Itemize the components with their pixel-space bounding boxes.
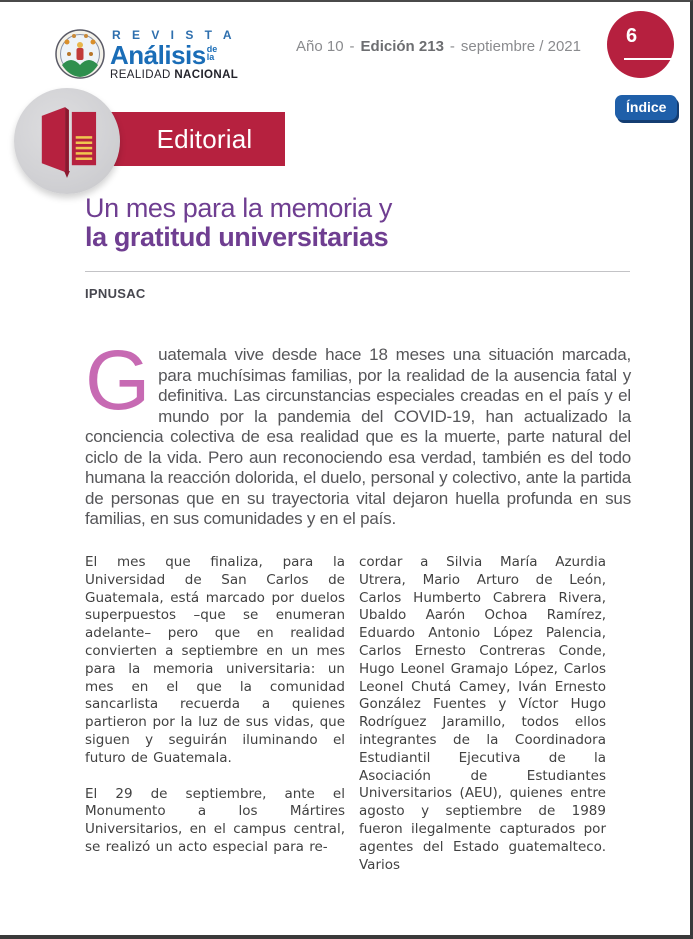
index-button[interactable]: Índice — [615, 95, 677, 120]
section-label: Editorial — [156, 123, 253, 154]
column-left-paragraph-2: El 29 de septiembre, ante el Monumento a los Mártires Universitarios, en el campus central, se realizó un acto especial para re- — [85, 785, 345, 855]
logo-subtitle-text: REALIDAD NACIONAL — [110, 69, 239, 81]
lead-text: uatemala vive desde hace 18 meses una situación marcada, para muchísimas familias, por la realidad de la ausencia fatal y definitiva. Las circunstancias especiales creadas en el país y el mundo por la pandemia del COVID-19, han actualizado la conciencia colectiva de esa realidad que es la muerte, parte natural del ciclo de la vida. Pero aun reconociendo esa verdad, también es del todo humana la reacción dolorida, el duelo, personal y colectivo, ante la partida de personas que en su trayectoria vital dejaron huella profunda en sus familias, en sus comunidades y en el país. — [85, 345, 631, 528]
column-left — [85, 554, 345, 875]
title-divider — [85, 271, 630, 272]
edition-number: Edición 213 — [360, 38, 444, 55]
edition-year: Año 10 — [296, 38, 344, 55]
book-icon-circle — [14, 88, 120, 194]
logo-revista-text: R E V I S T A — [112, 28, 236, 42]
lead-paragraph — [85, 333, 631, 530]
column-right — [359, 554, 606, 892]
article-title-line1: Un mes para la memoria y — [85, 193, 393, 223]
column-left-paragraph-1: El mes que finaliza, para la Universidad de San Carlos de Guatemala, está marcado por duelos superpuestos –que se enumeran adelante– pero que en realidad convierten a septiembre en un mes para la memoria universitaria: un mes en el que la comunidad sancarlista recuerda a quienes partieron por la luz de sus vidas, que siguen y seguirán iluminando el futuro de Guatemala. — [85, 554, 345, 766]
edition-date: septiembre / 2021 — [460, 38, 581, 55]
page-number: 6 — [626, 25, 638, 47]
column-right-paragraph-1: cordar a Silvia María Azurdia Utrera, Mario Arturo de León, Carlos Humberto Cabrera Rivera, Ubaldo Aarón Ochoa Ramírez, Eduardo Antonio López Palencia, Carlos Ernesto Contreras Conde, Hugo Leonel Gramajo López, Carlos Leonel Chutá Camey, Iván Ernesto González Fuentes y Víctor Hugo Rodríguez Jaramillo, todos ellos integrantes de la Coordinadora Estudiantil Ejecutiva de la Asociación de Estudiantes Universitarios (AEU), quienes entre agosto y septiembre de 1989 fueron ilegalmente capturados por agentes del Estado guatemalteco. Varios — [359, 554, 606, 873]
article-author: IPNUSAC — [85, 286, 146, 301]
logo-brand-text: Análisis — [110, 40, 206, 70]
edition-line: Año 10 - Edición 213 - septiembre / 2021 — [296, 38, 581, 55]
drop-cap: G — [85, 333, 151, 427]
usac-seal-icon — [55, 24, 105, 84]
page-number-underline — [624, 58, 672, 60]
page-number-badge — [607, 11, 674, 78]
article-title — [85, 194, 392, 252]
logo-dela-text: de la — [206, 44, 218, 62]
open-book-icon — [36, 103, 98, 179]
magazine-logo — [55, 24, 238, 84]
article-title-line2: la gratitud universitarias — [85, 222, 389, 252]
